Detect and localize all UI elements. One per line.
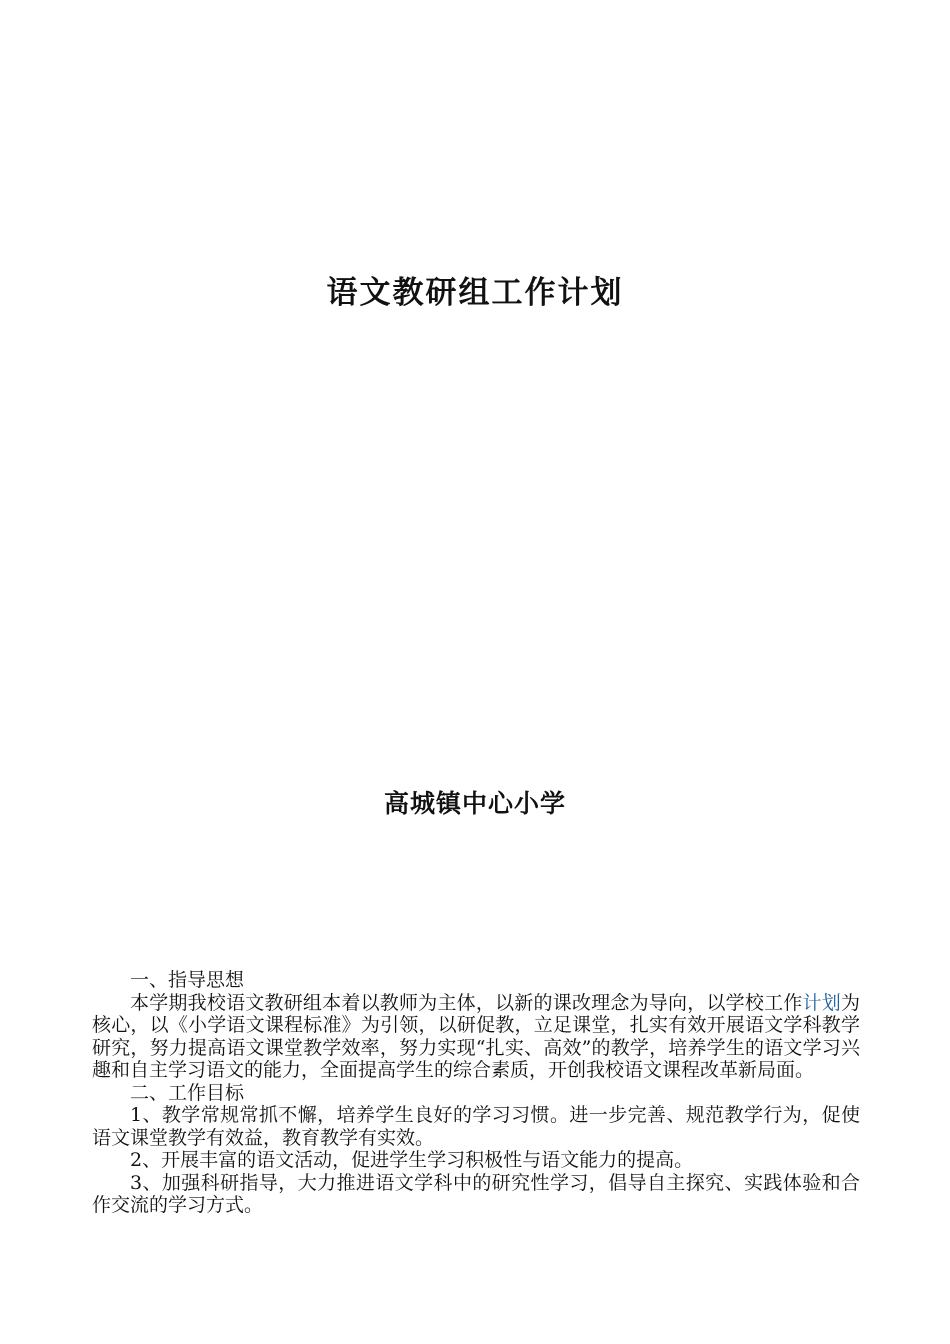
- section-heading-guiding-ideology: 一、指导思想: [130, 969, 245, 991]
- goal-item-3: 3、加强科研指导，大力推进语文学科中的研究性学习，倡导自主探究、实践体验和合作交流的学习方式。: [92, 1171, 860, 1216]
- paragraph-text: 本学期我校语文教研组本着以教师为主体，以新的课改理念为导向，以学校工作: [130, 991, 803, 1014]
- school-name: 高城镇中心小学: [383, 789, 566, 818]
- guiding-ideology-paragraph: [92, 992, 860, 1082]
- paragraph-text: 为核心，以《小学语文课程标准》为引领，以研促教，立足课堂，扎实有效开展语文学科教学研究，努力提高语文课堂教学效率，努力实现“扎实、高效”的教学，培养学生的语文学习兴趣和自主学习语文的能力，全面提高学生的综合素质，开创我校语文课程改革新局面。: [92, 991, 860, 1081]
- plan-link[interactable]: 计划: [802, 991, 841, 1014]
- document-body: [92, 969, 860, 1217]
- goal-item-1: 1、教学常规常抓不懈，培养学生良好的学习习惯。进一步完善、规范教学行为，促使语文课堂教学有效益，教育教学有实效。: [92, 1104, 860, 1149]
- document-title: 语文教研组工作计划: [326, 275, 624, 311]
- goal-item-2: 2、开展丰富的语文活动，促进学生学习积极性与语文能力的提高。: [130, 1149, 694, 1171]
- section-heading-work-goals: 二、工作目标: [130, 1081, 245, 1104]
